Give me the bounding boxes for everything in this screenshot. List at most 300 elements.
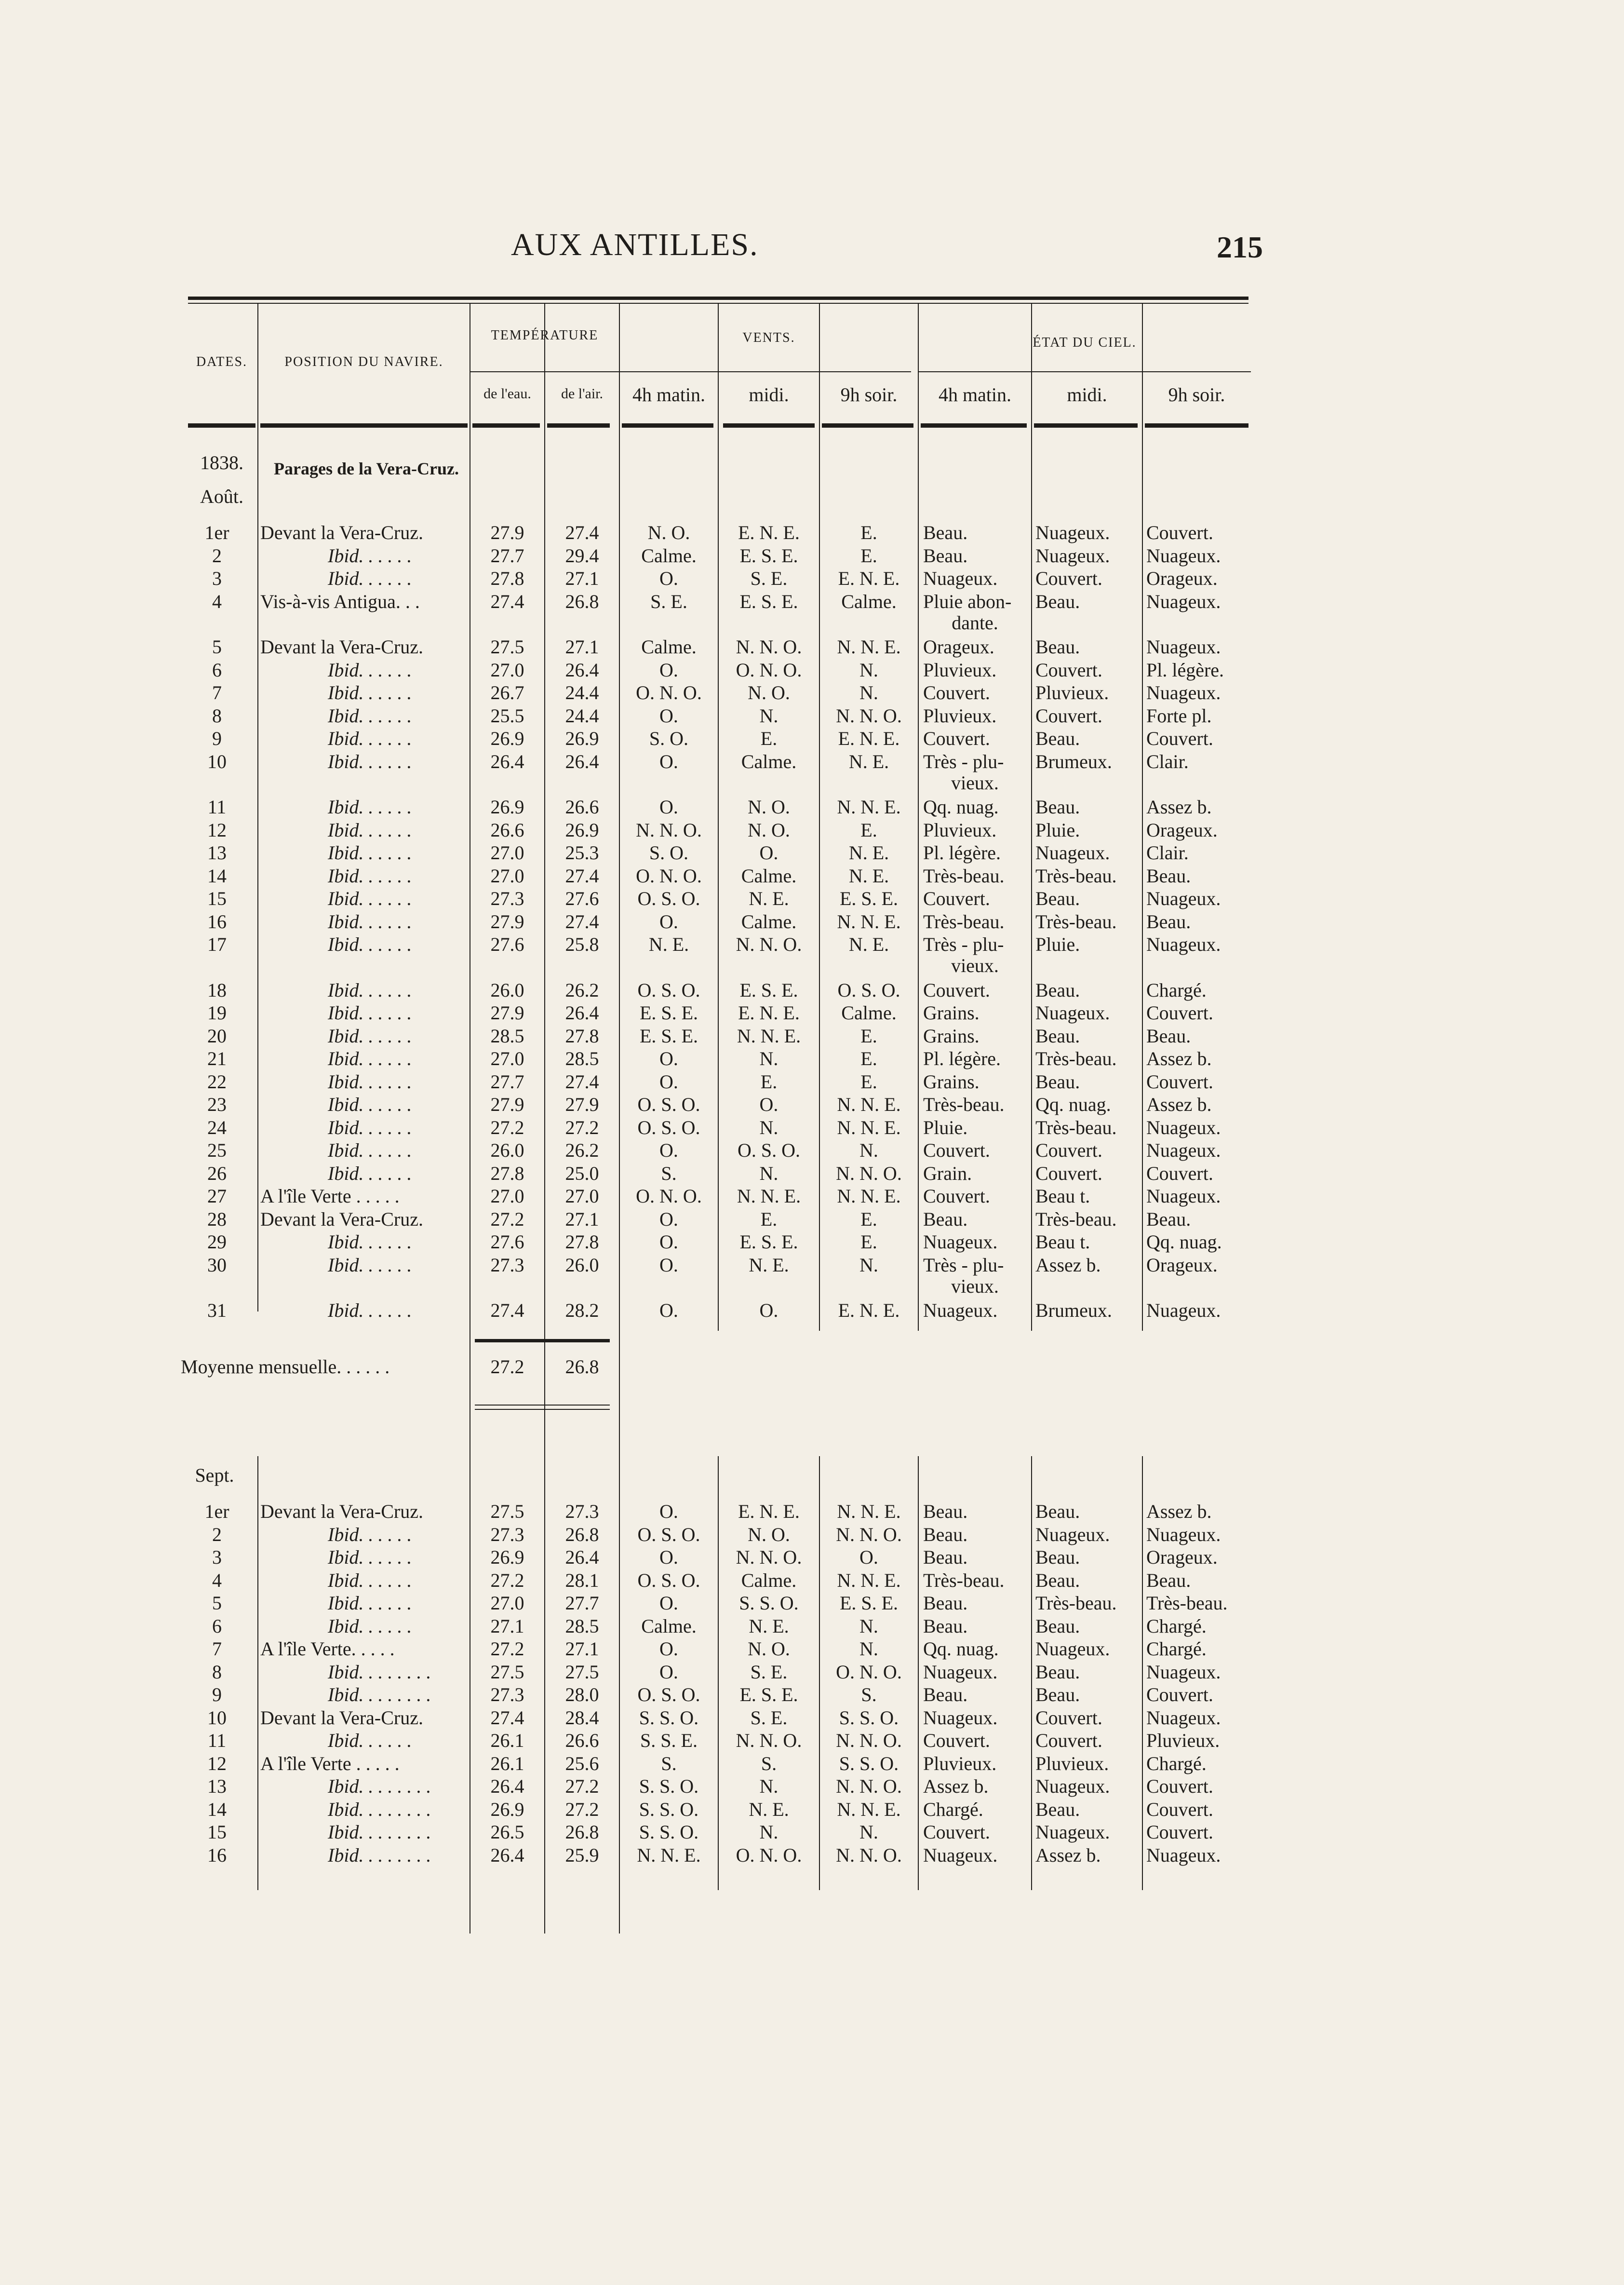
cell-c4: Qq. nuag. — [923, 1638, 999, 1660]
cell-c4: Beau. — [923, 1592, 968, 1614]
cell-cm: Très-beau. — [1035, 1117, 1117, 1138]
cell-c4: Très-beau. — [923, 1569, 1005, 1591]
cell-eau: 27.0 — [490, 1048, 524, 1069]
cell-c9: Nuageux. — [1146, 1844, 1221, 1866]
cell-day: 15 — [207, 888, 227, 909]
cell-c4: Orageux. — [923, 636, 994, 658]
cell-air: 26.4 — [565, 659, 599, 681]
cell-v9: Calme. — [841, 1002, 897, 1024]
cell-vm: N. N. O. — [736, 636, 802, 658]
cell-pos: Ibid. . . . . . . . — [328, 1821, 431, 1843]
cell-v4: O. — [659, 911, 678, 933]
cell-c4: Grains. — [923, 1071, 980, 1093]
cell-v9: E. — [860, 545, 877, 567]
cell-v4: O. — [659, 705, 678, 727]
cell-eau: 27.7 — [490, 1071, 524, 1093]
cell-v4: O. — [659, 1139, 678, 1161]
header-temperature: TEMPÉRATURE — [491, 328, 599, 343]
cell-day: 17 — [207, 933, 227, 955]
cell-air: 27.7 — [565, 1592, 599, 1614]
cell-day: 29 — [207, 1231, 227, 1253]
cell-eau: 27.4 — [490, 1299, 524, 1321]
cell-c9: Très-beau. — [1146, 1592, 1228, 1614]
cell-vm: N. E. — [749, 1615, 789, 1637]
cell-eau: 27.3 — [490, 888, 524, 909]
cell-eau: 26.6 — [490, 819, 524, 841]
cell-day: 31 — [207, 1299, 227, 1321]
cell-eau: 27.5 — [490, 1501, 524, 1522]
cell-v4: O. S. O. — [637, 1117, 700, 1138]
header-ciel-midi: midi. — [1067, 384, 1107, 406]
cell-c9: Couvert. — [1146, 728, 1213, 749]
cell-cm: Couvert. — [1035, 1139, 1102, 1161]
cell-eau: 27.6 — [490, 1231, 524, 1253]
cell-c4: Grains. — [923, 1002, 980, 1024]
cell-day: 13 — [207, 842, 227, 864]
cell-vm: E. N. E. — [738, 522, 800, 543]
cell-c4: Beau. — [923, 1546, 968, 1568]
cell-cm: Couvert. — [1035, 1707, 1102, 1729]
cell-c4: Beau. — [923, 522, 968, 543]
cell-vm: Calme. — [741, 1569, 797, 1591]
cell-day: 8 — [212, 1661, 222, 1683]
cell-c4: Couvert. — [923, 1185, 990, 1207]
cell-day: 25 — [207, 1139, 227, 1161]
cell-eau: 27.4 — [490, 1707, 524, 1729]
cell-eau: 26.9 — [490, 796, 524, 818]
cell-eau: 26.4 — [490, 1775, 524, 1797]
cell-eau: 26.9 — [490, 728, 524, 749]
cell-v9: N. N. E. — [837, 1569, 901, 1591]
monthly-mean-eau: 27.2 — [490, 1356, 524, 1378]
cell-air: 27.3 — [565, 1501, 599, 1522]
cell-v9: N. N. E. — [837, 911, 901, 933]
cell-cm: Très-beau. — [1035, 1592, 1117, 1614]
cell-v9: O. S. O. — [837, 979, 900, 1001]
cell-day: 7 — [212, 682, 222, 703]
cell-c9: Beau. — [1146, 1569, 1191, 1591]
cell-eau: 26.4 — [490, 1844, 524, 1866]
cell-eau: 27.9 — [490, 522, 524, 543]
cell-air: 26.8 — [565, 1524, 599, 1545]
cell-day: 18 — [207, 979, 227, 1001]
cell-cm: Assez b. — [1035, 1844, 1101, 1866]
cell-pos: Devant la Vera-Cruz. — [260, 522, 424, 543]
cell-cm: Nuageux. — [1035, 522, 1110, 543]
cell-v9: S. — [861, 1684, 877, 1705]
cell-pos: Ibid. . . . . . — [328, 1592, 412, 1614]
cell-pos: Ibid. . . . . . — [328, 1163, 412, 1184]
cell-vm: N. N. E. — [737, 1185, 801, 1207]
cell-c9: Forte pl. — [1146, 705, 1212, 727]
cell-pos: Ibid. . . . . . — [328, 911, 412, 933]
cell-v4: O. S. O. — [637, 888, 700, 909]
cell-c9: Beau. — [1146, 1025, 1191, 1047]
cell-c4: Très - plu- — [923, 933, 1004, 955]
cell-day: 24 — [207, 1117, 227, 1138]
cell-v4: S. S. E. — [640, 1730, 698, 1751]
cell-eau: 27.2 — [490, 1569, 524, 1591]
cell-day: 6 — [212, 659, 222, 681]
cell-c9: Couvert. — [1146, 1002, 1213, 1024]
cell-c9: Couvert. — [1146, 1071, 1213, 1093]
cell-vm: N. — [759, 1821, 778, 1843]
cell-pos: Devant la Vera-Cruz. — [260, 1707, 424, 1729]
cell-cm: Beau. — [1035, 591, 1080, 612]
cell-air: 27.8 — [565, 1025, 599, 1047]
cell-vm: O. N. O. — [736, 659, 802, 681]
cell-day: 13 — [207, 1775, 227, 1797]
cell-vm: N. O. — [748, 796, 790, 818]
cell-c4: Couvert. — [923, 728, 990, 749]
header-vent-midi: midi. — [749, 384, 789, 406]
header-temp-eau: de l'eau. — [483, 386, 531, 402]
cell-air: 27.4 — [565, 522, 599, 543]
cell-pos: Ibid. . . . . . — [328, 545, 412, 567]
cell-air: 27.4 — [565, 1071, 599, 1093]
cell-v9: O. — [859, 1546, 878, 1568]
cell-cm: Couvert. — [1035, 1730, 1102, 1751]
cell-v4: E. S. E. — [639, 1025, 698, 1047]
cell-c4: Grain. — [923, 1163, 972, 1184]
cell-day: 30 — [207, 1254, 227, 1276]
cell-c9: Nuageux. — [1146, 1661, 1221, 1683]
cell-air: 27.6 — [565, 888, 599, 909]
cell-eau: 26.4 — [490, 751, 524, 772]
cell-air: 26.4 — [565, 751, 599, 772]
page-title: AUX ANTILLES. — [511, 227, 759, 262]
cell-day: 19 — [207, 1002, 227, 1024]
cell-cm: Beau t. — [1035, 1185, 1090, 1207]
cell-v9: N. E. — [848, 933, 889, 955]
cell-pos: Ibid. . . . . . — [328, 1231, 412, 1253]
cell-v4: O. — [659, 1661, 678, 1683]
cell-air: 28.2 — [565, 1299, 599, 1321]
cell-vm: E. S. E. — [739, 545, 798, 567]
cell-c9: Orageux. — [1146, 1546, 1218, 1568]
cell-v4: O. — [659, 1546, 678, 1568]
cell-day: 14 — [207, 1798, 227, 1820]
cell-pos: Ibid. . . . . . — [328, 1615, 412, 1637]
cell-c9: Beau. — [1146, 865, 1191, 887]
cell-v9: E. S. E. — [839, 1592, 899, 1614]
cell-vm: N. E. — [749, 1254, 789, 1276]
cell-eau: 26.1 — [490, 1753, 524, 1774]
cell-v4: N. N. E. — [637, 1844, 701, 1866]
cell-vm: S. — [761, 1753, 777, 1774]
cell-day: 4 — [212, 591, 222, 612]
cell-eau: 26.7 — [490, 682, 524, 703]
cell-c4-continuation: vieux. — [951, 955, 999, 976]
cell-day: 3 — [212, 1546, 222, 1568]
cell-c9: Clair. — [1146, 751, 1189, 772]
cell-pos: Ibid. . . . . . — [328, 568, 412, 589]
cell-c4-continuation: dante. — [952, 612, 998, 634]
cell-c4: Qq. nuag. — [923, 796, 999, 818]
cell-pos: Ibid. . . . . . — [328, 1730, 412, 1751]
cell-eau: 28.5 — [490, 1025, 524, 1047]
cell-vm: E. S. E. — [739, 979, 798, 1001]
cell-v4: O. S. O. — [637, 979, 700, 1001]
cell-c4: Très-beau. — [923, 865, 1005, 887]
cell-day: 5 — [212, 636, 222, 658]
cell-v9: S. S. O. — [839, 1753, 899, 1774]
cell-c9: Pl. légère. — [1146, 659, 1224, 681]
cell-cm: Qq. nuag. — [1035, 1094, 1111, 1115]
cell-c4: Couvert. — [923, 979, 990, 1001]
cell-c4: Pl. légère. — [923, 842, 1001, 864]
cell-eau: 27.0 — [490, 1185, 524, 1207]
monthly-mean-label: Moyenne mensuelle. . . . . . — [181, 1356, 390, 1378]
cell-pos: A l'île Verte . . . . . — [260, 1753, 400, 1774]
cell-cm: Très-beau. — [1035, 1048, 1117, 1069]
cell-pos: Ibid. . . . . . . . — [328, 1661, 431, 1683]
cell-c4: Beau. — [923, 1615, 968, 1637]
cell-v4: O. — [659, 1299, 678, 1321]
cell-air: 27.1 — [565, 636, 599, 658]
cell-air: 27.5 — [565, 1661, 599, 1683]
cell-c9: Nuageux. — [1146, 682, 1221, 703]
cell-c4: Chargé. — [923, 1798, 983, 1820]
cell-vm: N. N. O. — [736, 1730, 802, 1751]
cell-c9: Clair. — [1146, 842, 1189, 864]
cell-day: 12 — [207, 819, 227, 841]
cell-vm: O. N. O. — [736, 1844, 802, 1866]
cell-c9: Chargé. — [1146, 979, 1207, 1001]
cell-v9: N. N. O. — [836, 705, 902, 727]
cell-eau: 26.0 — [490, 1139, 524, 1161]
header-ciel-9h: 9h soir. — [1168, 384, 1225, 406]
cell-v9: N. — [859, 1254, 878, 1276]
cell-day: 23 — [207, 1094, 227, 1115]
cell-air: 27.2 — [565, 1117, 599, 1138]
cell-air: 26.2 — [565, 1139, 599, 1161]
cell-v9: O. N. O. — [836, 1661, 902, 1683]
cell-c9: Couvert. — [1146, 522, 1213, 543]
cell-pos: Ibid. . . . . . . . — [328, 1798, 431, 1820]
cell-v9: N. — [859, 1821, 878, 1843]
cell-day: 3 — [212, 568, 222, 589]
month-label-sept: Sept. — [195, 1464, 234, 1486]
cell-v4: O. S. O. — [637, 1524, 700, 1545]
cell-c4: Beau. — [923, 1524, 968, 1545]
cell-v9: E. — [860, 819, 877, 841]
cell-c9: Assez b. — [1146, 1501, 1212, 1522]
cell-day: 2 — [212, 1524, 222, 1545]
cell-air: 27.0 — [565, 1185, 599, 1207]
cell-c4: Couvert. — [923, 1139, 990, 1161]
header-dates: DATES. — [196, 354, 248, 369]
cell-eau: 27.9 — [490, 1002, 524, 1024]
cell-pos: Ibid. . . . . . — [328, 842, 412, 864]
cell-c4: Beau. — [923, 545, 968, 567]
cell-vm: O. — [759, 1094, 778, 1115]
cell-cm: Beau. — [1035, 1569, 1080, 1591]
cell-vm: N. — [759, 1163, 778, 1184]
cell-v4: S. O. — [649, 728, 689, 749]
cell-air: 26.0 — [565, 1254, 599, 1276]
cell-vm: N. — [759, 705, 778, 727]
cell-cm: Beau. — [1035, 636, 1080, 658]
cell-c4: Nuageux. — [923, 1661, 998, 1683]
cell-cm: Beau. — [1035, 1684, 1080, 1705]
cell-c9: Chargé. — [1146, 1615, 1207, 1637]
cell-vm: N. N. E. — [737, 1025, 801, 1047]
cell-day: 1er — [204, 522, 229, 543]
cell-eau: 27.0 — [490, 842, 524, 864]
cell-day: 8 — [212, 705, 222, 727]
cell-day: 20 — [207, 1025, 227, 1047]
cell-air: 28.5 — [565, 1615, 599, 1637]
cell-v9: N. N. E. — [837, 1501, 901, 1522]
cell-cm: Nuageux. — [1035, 842, 1110, 864]
cell-pos: A l'île Verte. . . . . — [260, 1638, 395, 1660]
cell-c4: Nuageux. — [923, 1231, 998, 1253]
cell-pos: Ibid. . . . . . — [328, 1139, 412, 1161]
cell-cm: Brumeux. — [1035, 751, 1112, 772]
cell-cm: Brumeux. — [1035, 1299, 1112, 1321]
cell-c9: Orageux. — [1146, 1254, 1218, 1276]
cell-eau: 27.9 — [490, 911, 524, 933]
cell-pos: Ibid. . . . . . — [328, 1048, 412, 1069]
cell-air: 25.3 — [565, 842, 599, 864]
cell-v9: E. — [860, 1231, 877, 1253]
cell-vm: Calme. — [741, 865, 797, 887]
cell-c9: Couvert. — [1146, 1163, 1213, 1184]
cell-cm: Couvert. — [1035, 659, 1102, 681]
cell-eau: 27.3 — [490, 1254, 524, 1276]
cell-eau: 25.5 — [490, 705, 524, 727]
cell-v4: S. — [661, 1753, 677, 1774]
cell-air: 25.6 — [565, 1753, 599, 1774]
cell-v4: S. S. O. — [639, 1775, 699, 1797]
cell-day: 2 — [212, 545, 222, 567]
cell-air: 25.0 — [565, 1163, 599, 1184]
cell-pos: Vis-à-vis Antigua. . . — [260, 591, 420, 612]
cell-pos: Ibid. . . . . . — [328, 682, 412, 703]
cell-pos: Ibid. . . . . . . . — [328, 1684, 431, 1705]
cell-c9: Qq. nuag. — [1146, 1231, 1222, 1253]
cell-v4: N. O. — [647, 522, 690, 543]
cell-v4: Calme. — [641, 1615, 697, 1637]
cell-c4-continuation: vieux. — [951, 1275, 999, 1297]
cell-vm: E. — [760, 728, 778, 749]
cell-air: 26.9 — [565, 819, 599, 841]
cell-vm: O. — [759, 842, 778, 864]
header-vents: VENTS. — [742, 330, 795, 345]
cell-cm: Beau. — [1035, 1798, 1080, 1820]
header-vent-4h: 4h matin. — [632, 384, 706, 406]
cell-c4: Couvert. — [923, 1821, 990, 1843]
cell-v4: O. — [659, 796, 678, 818]
place-title: Parages de la Vera-Cruz. — [274, 459, 459, 478]
cell-c9: Nuageux. — [1146, 1299, 1221, 1321]
cell-v4: O. — [659, 1231, 678, 1253]
cell-pos: Ibid. . . . . . — [328, 1002, 412, 1024]
cell-pos: Ibid. . . . . . — [328, 1524, 412, 1545]
cell-eau: 27.8 — [490, 1163, 524, 1184]
cell-v9: E. S. E. — [839, 888, 899, 909]
cell-day: 15 — [207, 1821, 227, 1843]
cell-c9: Couvert. — [1146, 1684, 1213, 1705]
cell-v4: O. — [659, 659, 678, 681]
header-ciel-4h: 4h matin. — [938, 384, 1012, 406]
cell-air: 25.8 — [565, 933, 599, 955]
cell-air: 27.8 — [565, 1231, 599, 1253]
cell-c9: Nuageux. — [1146, 1707, 1221, 1729]
cell-c4: Beau. — [923, 1684, 968, 1705]
cell-vm: N. O. — [748, 682, 790, 703]
cell-c4: Grains. — [923, 1025, 980, 1047]
year-label: 1838. — [200, 452, 243, 473]
cell-vm: Calme. — [741, 911, 797, 933]
cell-pos: Ibid. . . . . . — [328, 1299, 412, 1321]
cell-cm: Nuageux. — [1035, 1775, 1110, 1797]
cell-day: 12 — [207, 1753, 227, 1774]
cell-v9: N. E. — [848, 865, 889, 887]
cell-cm: Couvert. — [1035, 1163, 1102, 1184]
cell-cm: Beau. — [1035, 1546, 1080, 1568]
cell-air: 28.1 — [565, 1569, 599, 1591]
cell-cm: Assez b. — [1035, 1254, 1101, 1276]
cell-day: 6 — [212, 1615, 222, 1637]
cell-eau: 27.5 — [490, 1661, 524, 1683]
cell-vm: N. — [759, 1048, 778, 1069]
cell-v4: O. — [659, 1592, 678, 1614]
cell-cm: Nuageux. — [1035, 1524, 1110, 1545]
cell-cm: Nuageux. — [1035, 1821, 1110, 1843]
cell-day: 1er — [204, 1501, 229, 1522]
cell-eau: 26.9 — [490, 1798, 524, 1820]
cell-c9: Nuageux. — [1146, 1524, 1221, 1545]
page-number: 215 — [1217, 230, 1263, 264]
cell-day: 21 — [207, 1048, 227, 1069]
cell-day: 10 — [207, 751, 227, 772]
cell-air: 27.1 — [565, 1638, 599, 1660]
cell-vm: S. E. — [750, 568, 788, 589]
cell-vm: S. E. — [750, 1661, 788, 1683]
cell-day: 10 — [207, 1707, 227, 1729]
cell-v9: N. — [859, 659, 878, 681]
cell-pos: Ibid. . . . . . — [328, 1569, 412, 1591]
cell-cm: Beau. — [1035, 888, 1080, 909]
cell-v9: N. N. E. — [837, 796, 901, 818]
cell-v9: N. N. O. — [836, 1844, 902, 1866]
cell-v9: S. S. O. — [839, 1707, 899, 1729]
cell-eau: 27.5 — [490, 636, 524, 658]
cell-v9: E. — [860, 522, 877, 543]
cell-cm: Beau. — [1035, 1661, 1080, 1683]
cell-v9: E. — [860, 1071, 877, 1093]
cell-vm: N. E. — [749, 1798, 789, 1820]
cell-c4: Nuageux. — [923, 1844, 998, 1866]
cell-v9: N. — [859, 682, 878, 703]
cell-c4: Pl. légère. — [923, 1048, 1001, 1069]
cell-vm: N. — [759, 1117, 778, 1138]
cell-v9: N. E. — [848, 842, 889, 864]
cell-air: 27.9 — [565, 1094, 599, 1115]
cell-air: 26.6 — [565, 796, 599, 818]
cell-vm: E. S. E. — [739, 1231, 798, 1253]
cell-air: 26.4 — [565, 1546, 599, 1568]
cell-c9: Nuageux. — [1146, 591, 1221, 612]
cell-v4: S. E. — [650, 591, 687, 612]
cell-c4: Beau. — [923, 1501, 968, 1522]
cell-v9: N. — [859, 1139, 878, 1161]
cell-c4: Couvert. — [923, 682, 990, 703]
cell-c4: Pluie abon- — [923, 591, 1012, 612]
cell-v9: N. N. E. — [837, 1185, 901, 1207]
